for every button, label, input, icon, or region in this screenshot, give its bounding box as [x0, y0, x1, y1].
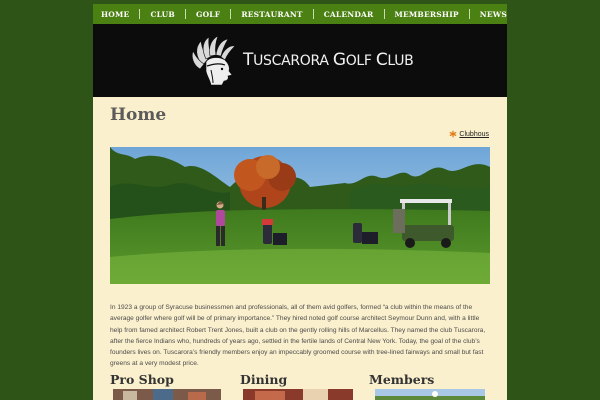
- dining-thumbnail[interactable]: [243, 388, 353, 400]
- nav-divider: [185, 9, 186, 19]
- nav-home[interactable]: HOME: [101, 9, 130, 19]
- clubhouse-link[interactable]: [449, 130, 489, 138]
- nav-membership[interactable]: MEMBERSHIP: [394, 9, 459, 19]
- nav-divider: [313, 9, 314, 19]
- nav-calendar[interactable]: CALENDAR: [323, 9, 374, 19]
- section-dining[interactable]: Dining: [240, 372, 288, 387]
- main-nav: [93, 4, 507, 24]
- pro-shop-image: [113, 389, 221, 400]
- club-name-wordmark[interactable]: TUSCARORA GOLF CLUB: [243, 50, 414, 70]
- nav-restaurant[interactable]: RESTAURANT: [241, 9, 303, 19]
- page: [93, 4, 507, 400]
- club-history-paragraph: In 1923 a group of Syracuse businessmen and professionals, all of them avid golfers, formed “a club within the means of the average golfer where golf will be of primary importance.” They hired noted golf course architect Seymour Dunn and, with a little help from famed architect Robert Trent Jones, built a club on the gently rolling hills of Marcellus. They named the club Tuscarora, after the fierce Indians who, hundreds of years ago, settled in the fertile lands of Central New York. Today, the goal of the club’s founders lives on. Tuscarora’s friendly members enjoy an impeccably groomed course with tree-lined fairways and small but fast greens at a very modest price.: [110, 304, 486, 368]
- indian-chief-logo-icon[interactable]: [189, 35, 241, 87]
- section-pro-shop[interactable]: Pro Shop: [110, 372, 174, 387]
- nav-divider: [230, 9, 231, 19]
- nav-golf[interactable]: GOLF: [195, 9, 221, 19]
- nav-divider: [384, 9, 385, 19]
- golf-course-image: [110, 147, 490, 284]
- nav-divider: [139, 9, 140, 19]
- nav-club[interactable]: CLUB: [150, 9, 175, 19]
- golf-course-photo: [110, 147, 490, 284]
- nav-news[interactable]: NEWS: [479, 9, 507, 19]
- clubhouse-logo-icon: [449, 130, 457, 138]
- section-members[interactable]: Members: [369, 372, 435, 387]
- members-image: [375, 389, 485, 400]
- nav-divider: [469, 9, 470, 19]
- dining-image: [243, 389, 353, 400]
- pro-shop-thumbnail[interactable]: [113, 388, 221, 400]
- clubhouse-link-label[interactable]: Clubhous: [459, 130, 489, 138]
- page-title: Home: [110, 105, 167, 125]
- header-banner: [93, 24, 507, 97]
- members-thumbnail[interactable]: [375, 388, 485, 400]
